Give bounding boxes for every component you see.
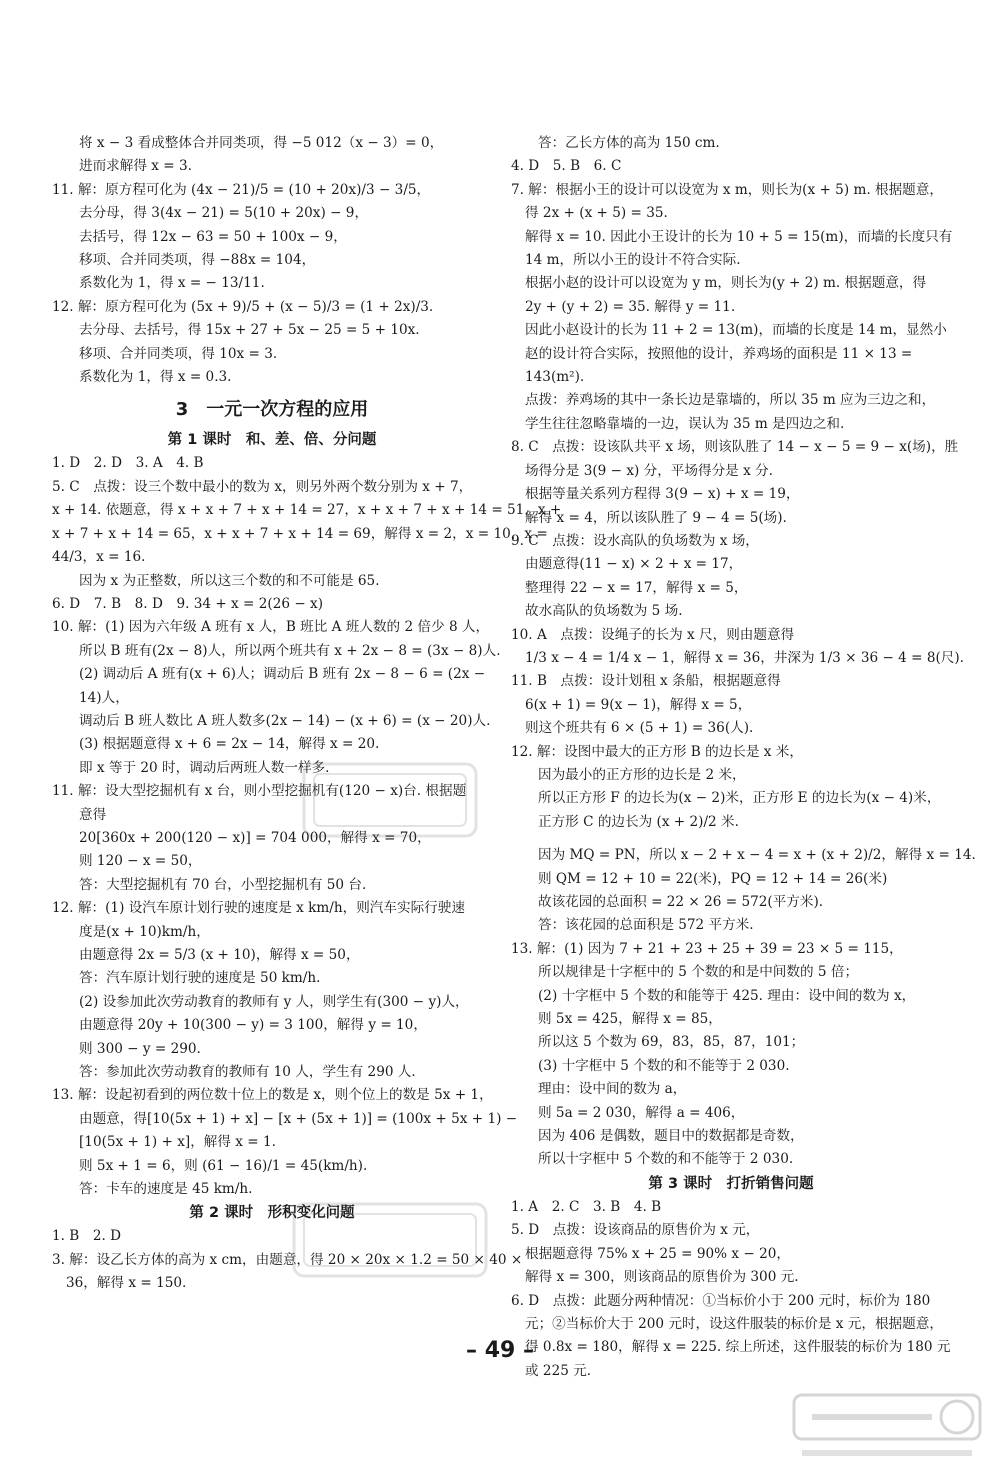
answer-line: 1. B 2. D bbox=[52, 1228, 122, 1245]
answer-line: 所以这 5 个数为 69，83，85，87，101； bbox=[538, 1034, 805, 1051]
lesson-title: 第 2 课时 形积变化问题 bbox=[189, 1205, 355, 1222]
answer-line: 由题意得 20y + 10(300 − y) = 3 100，解得 y = 10， bbox=[79, 1017, 427, 1034]
section-title: 3 一元一次方程的应用 bbox=[175, 399, 369, 421]
answer-line: 36，解得 x = 150. bbox=[66, 1275, 187, 1292]
answer-line: 故该花园的总面积 = 22 × 26 = 572(平方米). bbox=[538, 894, 824, 910]
answer-line: 去分母，得 3(4x − 21) = 5(10 + 20x) − 9， bbox=[79, 205, 369, 222]
answer-line: 学生往往忽略靠墙的一边，误认为 35 m 是四边之和. bbox=[525, 415, 845, 432]
answer-line: 6. D 7. B 8. D 9. 34 + x = 2(26 − x) bbox=[52, 595, 324, 612]
answer-line: (3) 十字框中 5 个数的和不能等于 2 030. bbox=[538, 1057, 790, 1074]
answer-line: 所以规律是十字框中的 5 个数的和是中间数的 5 倍； bbox=[538, 964, 859, 981]
answer-line: 点拨：养鸡场的其中一条长边是靠墙的，所以 35 m 应为三边之和， bbox=[525, 392, 936, 409]
answer-line: 14 m，所以小王的设计不符合实际. bbox=[525, 252, 741, 269]
answer-line: 场得分是 3(9 − x) 分，平场得分是 x 分. bbox=[525, 462, 773, 479]
answer-line: 解得 x = 300，则该商品的原售价为 300 元. bbox=[525, 1269, 799, 1286]
answer-line: 11. 解：原方程可化为 (4x − 21)/5 = (10 + 20x)/3 − 3/5， bbox=[52, 181, 431, 198]
answer-line: 44/3，x = 16. bbox=[52, 549, 146, 566]
lesson-title: 第 3 课时 打折销售问题 bbox=[648, 1175, 814, 1192]
answer-line: 1. A 2. C 3. B 4. B bbox=[511, 1198, 662, 1215]
answer-line: 意得 bbox=[79, 806, 107, 823]
answer-line: 9. C 点拨：设水高队的负场数为 x 场， bbox=[511, 532, 759, 549]
answer-line: x + 14. 依题意，得 x + x + 7 + x + 14 = 27，x + x + 7 + x + 14 = 51，x + bbox=[52, 502, 562, 519]
answer-line: 即 x 等于 20 时，调动后两班人数一样多. bbox=[79, 759, 330, 776]
answer-line: 因为 MQ = PN，所以 x − 2 + x − 4 = x + (x + 2)/2，解得 x = 14. bbox=[538, 847, 976, 864]
answer-line: 则 QM = 12 + 10 = 22(米)，PQ = 12 + 14 = 26(米) bbox=[538, 870, 888, 887]
answer-line: 5. C 点拨：设三个数中最小的数为 x，则另外两个数分别为 x + 7， bbox=[52, 478, 473, 495]
answer-line: 1/3 x − 4 = 1/4 x − 1，解得 x = 36，井深为 1/3 × 36 − 4 = 8(尺). bbox=[525, 649, 965, 666]
answer-line: 度是(x + 10)km/h， bbox=[79, 923, 210, 940]
answer-line: 答：参加此次劳动教育的教师有 10 人，学生有 290 人. bbox=[79, 1064, 416, 1081]
answer-line: (2) 设参加此次劳动教育的教师有 y 人，则学生有(300 − y)人， bbox=[79, 993, 469, 1010]
watermark-stamp-2 bbox=[290, 1200, 490, 1280]
answer-line: 13. 解：设起初看到的两位数十位上的数是 x，则个位上的数是 5x + 1， bbox=[52, 1087, 493, 1104]
answer-line: 12. 解：(1) 设汽车原计划行驶的速度是 x km/h，则汽车实际行驶速 bbox=[52, 900, 465, 917]
answer-line: 答：大型挖掘机有 70 台，小型挖掘机有 50 台. bbox=[79, 876, 367, 893]
answer-line: 所以十字框中 5 个数的和不能等于 2 030. bbox=[538, 1151, 794, 1168]
answer-line: 得 0.8x = 180，解得 x = 225. 综上所述，这件服装的标价为 180 元 bbox=[525, 1339, 951, 1356]
answer-line: 13. 解：(1) 因为 7 + 21 + 23 + 25 + 39 = 23 × 5 = 115， bbox=[511, 940, 903, 957]
answer-line: 故水高队的负场数为 5 场. bbox=[525, 603, 683, 620]
answer-line: 由题意得 2x = 5/3 (x + 10)，解得 x = 50， bbox=[79, 947, 360, 963]
answer-line: 11. B 点拨：设计划租 x 条船，根据题意得 bbox=[511, 673, 781, 690]
answer-line: 正方形 C 的边长为 (x + 2)/2 米. bbox=[538, 813, 739, 830]
answer-line: 答：卡车的速度是 45 km/h. bbox=[79, 1181, 253, 1198]
answer-line: 12. 解：原方程可化为 (5x + 9)/5 + (x − 5)/3 = (1 + 2x)/3. bbox=[52, 298, 434, 315]
answer-line: 2y + (y + 2) = 35. 解得 y = 11. bbox=[525, 298, 736, 315]
answer-line: 则 5x = 425，解得 x = 85， bbox=[538, 1011, 722, 1028]
answer-line: 则 5a = 2 030，解得 a = 406， bbox=[538, 1104, 745, 1121]
answer-line: 因为 x 为正整数，所以这三个数的和不可能是 65. bbox=[79, 572, 380, 589]
answer-line: 4. D 5. B 6. C bbox=[511, 158, 622, 175]
answer-line: x + 7 + x + 14 = 65，x + x + 7 + x + 14 = 69，解得 x = 2，x = 10，x = bbox=[52, 525, 548, 542]
answer-line: 答：乙长方体的高为 150 cm. bbox=[538, 135, 720, 151]
answer-line: 赵的设计符合实际，按照他的设计，养鸡场的面积是 11 × 13 = bbox=[525, 345, 913, 362]
answer-line: 解得 x = 4，所以该队胜了 9 − 4 = 5(场). bbox=[525, 509, 787, 526]
answer-line: 3. 解：设乙长方体的高为 x cm，由题意，得 20 × 20x × 1.2 = 50 × 40 × bbox=[52, 1251, 523, 1268]
answer-line: 20[360x + 200(120 − x)] = 704 000，解得 x = 70， bbox=[79, 829, 431, 846]
spacer bbox=[511, 834, 951, 844]
answer-line: 去括号，得 12x − 63 = 50 + 100x − 9， bbox=[79, 228, 347, 245]
answer-line: 或 225 元. bbox=[525, 1362, 592, 1379]
answer-line: 系数化为 1，得 x = − 13/11. bbox=[79, 275, 265, 292]
answer-line: 6. D 点拨：此题分两种情况：①当标价小于 200 元时，标价为 180 bbox=[511, 1292, 931, 1309]
answer-line: 由题意得(11 − x) × 2 + x = 17， bbox=[525, 556, 743, 573]
lesson-title: 第 1 课时 和、差、倍、分问题 bbox=[167, 432, 377, 449]
page-number: – 49 – bbox=[466, 1338, 534, 1363]
answer-line: 则 300 − y = 290. bbox=[79, 1040, 201, 1057]
answer-line: 去分母、去括号，得 15x + 27 + 5x − 25 = 5 + 10x. bbox=[79, 322, 420, 339]
answer-line: 根据题意得 75% x + 25 = 90% x − 20， bbox=[525, 1245, 790, 1262]
answer-line: 1. D 2. D 3. A 4. B bbox=[52, 455, 204, 472]
answer-line: 所以 B 班有(2x − 8)人，所以两个班共有 x + 2x − 8 = (3x − 8)人. bbox=[79, 642, 501, 659]
answer-line: 移项、合并同类项，得 −88x = 104， bbox=[79, 252, 316, 269]
answer-line: 所以正方形 F 的边长为(x − 2)米，正方形 E 的边长为(x − 4)米， bbox=[538, 790, 941, 807]
answer-line: (2) 调动后 A 班有(x + 6)人；调动后 B 班有 2x − 8 − 6 = (2x − bbox=[79, 666, 486, 683]
answer-line: 10. 解：(1) 因为六年级 A 班有 x 人，B 班比 A 班人数的 2 倍少 8 人， bbox=[52, 619, 490, 636]
answer-line: 进而求解得 x = 3. bbox=[79, 158, 192, 175]
right-column bbox=[511, 132, 976, 1383]
answer-line: 8. C 点拨：设该队共平 x 场，则该队胜了 14 − x − 5 = 9 − x(场)，胜 bbox=[511, 439, 959, 456]
answer-line: 系数化为 1，得 x = 0.3. bbox=[79, 369, 232, 386]
answer-line: (2) 十字框中 5 个数的和能等于 425. 理由：设中间的数为 x， bbox=[538, 987, 916, 1004]
answer-line: 6(x + 1) = 9(x − 1)，解得 x = 5， bbox=[525, 696, 752, 713]
answer-line: 整理得 22 − x = 17，解得 x = 5， bbox=[525, 579, 748, 596]
answer-line: 答：汽车原计划行驶的速度是 50 km/h. bbox=[79, 970, 321, 987]
answer-line: 由题意，得[10(5x + 1) + x] − [x + (5x + 1)] = (100x + 5x + 1) − bbox=[79, 1110, 518, 1127]
answer-line: 答：该花园的总面积是 572 平方米. bbox=[538, 917, 754, 934]
answer-line: 根据小赵的设计可以设宽为 y m，则长为(y + 2) m. 根据题意，得 bbox=[525, 275, 927, 292]
answer-line: (3) 根据题意得 x + 6 = 2x − 14，解得 x = 20. bbox=[79, 736, 380, 753]
answer-line: 14)人， bbox=[79, 689, 129, 706]
answer-line: 5. D 点拨：设该商品的原售价为 x 元， bbox=[511, 1222, 760, 1239]
answer-line: 移项、合并同类项，得 10x = 3. bbox=[79, 345, 278, 362]
answer-line: 因此小赵设计的长为 11 + 2 = 13(m)，而墙的长度是 14 m，显然小 bbox=[525, 322, 947, 339]
answer-line: 10. A 点拨：设绳子的长为 x 尺，则由题意得 bbox=[511, 626, 795, 643]
answer-line: 将 x − 3 看成整体合并同类项，得 −5 012（x − 3）= 0， bbox=[79, 135, 444, 151]
answer-line: 根据等量关系列方程得 3(9 − x) + x = 19， bbox=[525, 486, 800, 503]
watermark-logo bbox=[792, 1393, 982, 1463]
watermark-stamp bbox=[300, 760, 480, 840]
answer-line: 理由：设中间的数为 a， bbox=[538, 1081, 687, 1098]
answer-line: 元；②当标价大于 200 元时，设这件服装的标价是 x 元，根据题意， bbox=[525, 1315, 943, 1332]
answer-line: 解得 x = 10. 因此小王设计的长为 10 + 5 = 15(m)，而墙的长度只有 bbox=[525, 228, 953, 245]
answer-line: 则这个班共有 6 × (5 + 1) = 36(人). bbox=[525, 720, 754, 737]
answer-line: 7. 解：根据小王的设计可以设宽为 x m，则长为(x + 5) m. 根据题意， bbox=[511, 181, 943, 198]
answer-line: 因为 406 是偶数，题目中的数据都是奇数， bbox=[538, 1128, 804, 1145]
answer-line: 得 2x + (x + 5) = 35. bbox=[525, 205, 668, 222]
answer-line: 11. 解：设大型挖掘机有 x 台，则小型挖掘机有(120 − x)台. 根据题 bbox=[52, 783, 467, 800]
answer-line: 则 5x + 1 = 6，则 (61 − 16)/1 = 45(km/h). bbox=[79, 1157, 368, 1174]
answer-line: [10(5x + 1) + x]，解得 x = 1. bbox=[79, 1134, 276, 1151]
answer-line: 因为最小的正方形的边长是 2 米， bbox=[538, 766, 746, 783]
answer-line: 则 120 − x = 50， bbox=[79, 853, 202, 870]
answer-line: 143(m²). bbox=[525, 369, 585, 386]
answer-line: 12. 解：设图中最大的正方形 B 的边长是 x 米， bbox=[511, 743, 803, 760]
answer-line: 调动后 B 班人数比 A 班人数多(2x − 14) − (x + 6) = (x − 20)人. bbox=[79, 712, 491, 729]
